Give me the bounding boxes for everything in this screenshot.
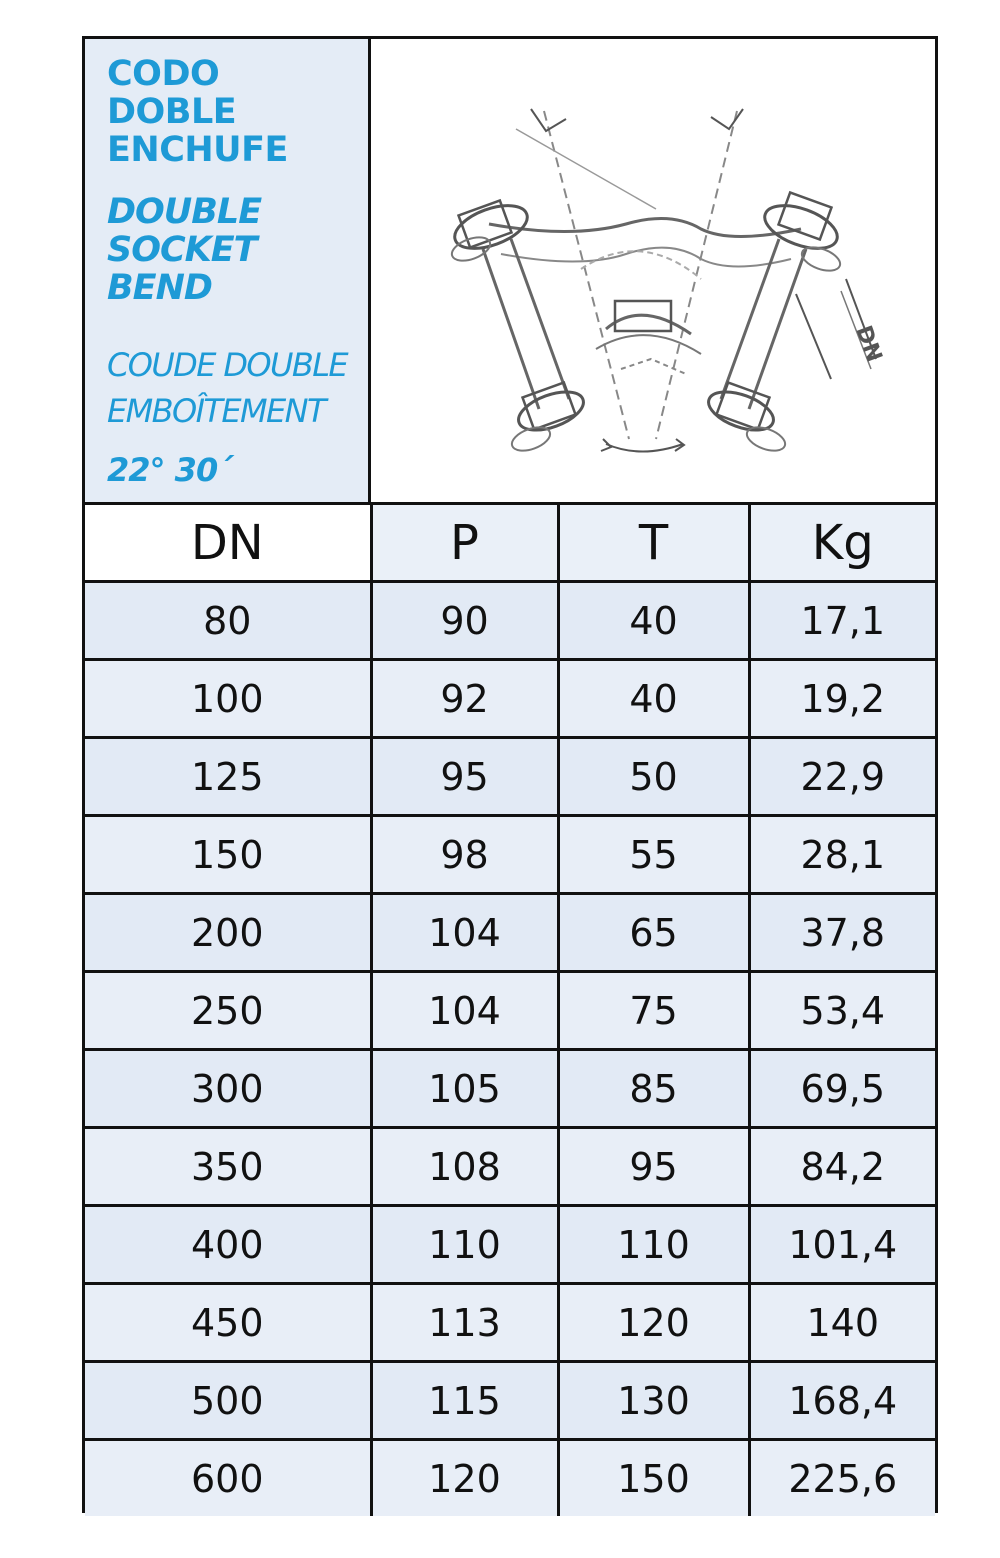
- table-row: [85, 816, 935, 894]
- cell-dn: 250: [85, 972, 371, 1050]
- title-french-line: EMBOÎTEMENT: [107, 392, 325, 430]
- title-english-line: BEND: [107, 268, 212, 308]
- cell-p: 120: [371, 1440, 558, 1517]
- title-english-line: DOUBLE: [107, 192, 262, 232]
- cell-dn: 600: [85, 1440, 371, 1517]
- cell-dn: 100: [85, 660, 371, 738]
- cell-p: 105: [371, 1050, 558, 1128]
- cell-kg: 37,8: [749, 894, 935, 972]
- table-row: [85, 582, 935, 660]
- title-english: [107, 193, 261, 307]
- cell-kg: 69,5: [749, 1050, 935, 1128]
- table-row: [85, 1050, 935, 1128]
- product-sheet: [82, 36, 938, 1513]
- table-row: [85, 1362, 935, 1440]
- cell-kg: 28,1: [749, 816, 935, 894]
- cell-dn: 125: [85, 738, 371, 816]
- dn-dimension-label: DN: [850, 322, 887, 366]
- cell-kg: 22,9: [749, 738, 935, 816]
- cell-kg: 19,2: [749, 660, 935, 738]
- header-section: [85, 39, 935, 505]
- cell-t: 130: [558, 1362, 749, 1440]
- cell-t: 150: [558, 1440, 749, 1517]
- cell-kg: 168,4: [749, 1362, 935, 1440]
- title-spanish: [107, 55, 288, 169]
- column-header-kg: Kg: [749, 505, 935, 582]
- cell-t: 40: [558, 582, 749, 660]
- cell-dn: 500: [85, 1362, 371, 1440]
- table-body: [85, 582, 935, 1517]
- cell-t: 85: [558, 1050, 749, 1128]
- cell-dn: 80: [85, 582, 371, 660]
- cell-p: 104: [371, 972, 558, 1050]
- cell-t: 55: [558, 816, 749, 894]
- cell-p: 90: [371, 582, 558, 660]
- cell-t: 95: [558, 1128, 749, 1206]
- title-english-line: SOCKET: [107, 230, 257, 270]
- cell-p: 98: [371, 816, 558, 894]
- table-row: [85, 738, 935, 816]
- cell-dn: 150: [85, 816, 371, 894]
- table-row: [85, 1206, 935, 1284]
- column-header-dn: DN: [85, 505, 371, 582]
- bend-drawing: [371, 39, 935, 502]
- title-french: [107, 342, 347, 434]
- title-cell: [85, 39, 371, 502]
- cell-p: 108: [371, 1128, 558, 1206]
- cell-kg: 17,1: [749, 582, 935, 660]
- bend-angle: 22° 30´: [107, 451, 233, 489]
- cell-kg: 53,4: [749, 972, 935, 1050]
- cell-kg: 84,2: [749, 1128, 935, 1206]
- title-french-line: COUDE DOUBLE: [107, 346, 348, 384]
- cell-p: 95: [371, 738, 558, 816]
- cell-p: 104: [371, 894, 558, 972]
- cell-p: 115: [371, 1362, 558, 1440]
- table-row: [85, 660, 935, 738]
- column-header-p: P: [371, 505, 558, 582]
- table-row: [85, 1128, 935, 1206]
- cell-dn: 400: [85, 1206, 371, 1284]
- cell-t: 40: [558, 660, 749, 738]
- table-row: [85, 1440, 935, 1517]
- cell-kg: 140: [749, 1284, 935, 1362]
- cell-p: 110: [371, 1206, 558, 1284]
- title-spanish-line: ENCHUFE: [107, 130, 288, 170]
- cell-t: 50: [558, 738, 749, 816]
- cell-kg: 225,6: [749, 1440, 935, 1517]
- table-header-row: [85, 505, 935, 582]
- title-spanish-line: DOBLE: [107, 92, 237, 132]
- cell-dn: 200: [85, 894, 371, 972]
- cell-t: 110: [558, 1206, 749, 1284]
- table-row: [85, 972, 935, 1050]
- table-row: [85, 1284, 935, 1362]
- title-spanish-line: CODO: [107, 54, 220, 94]
- cell-p: 113: [371, 1284, 558, 1362]
- cell-t: 75: [558, 972, 749, 1050]
- cell-dn: 350: [85, 1128, 371, 1206]
- technical-drawing-cell: [371, 39, 935, 502]
- cell-t: 65: [558, 894, 749, 972]
- cell-p: 92: [371, 660, 558, 738]
- column-header-t: T: [558, 505, 749, 582]
- dimensions-table: [85, 505, 935, 1516]
- cell-dn: 450: [85, 1284, 371, 1362]
- cell-dn: 300: [85, 1050, 371, 1128]
- table-row: [85, 894, 935, 972]
- cell-t: 120: [558, 1284, 749, 1362]
- cell-kg: 101,4: [749, 1206, 935, 1284]
